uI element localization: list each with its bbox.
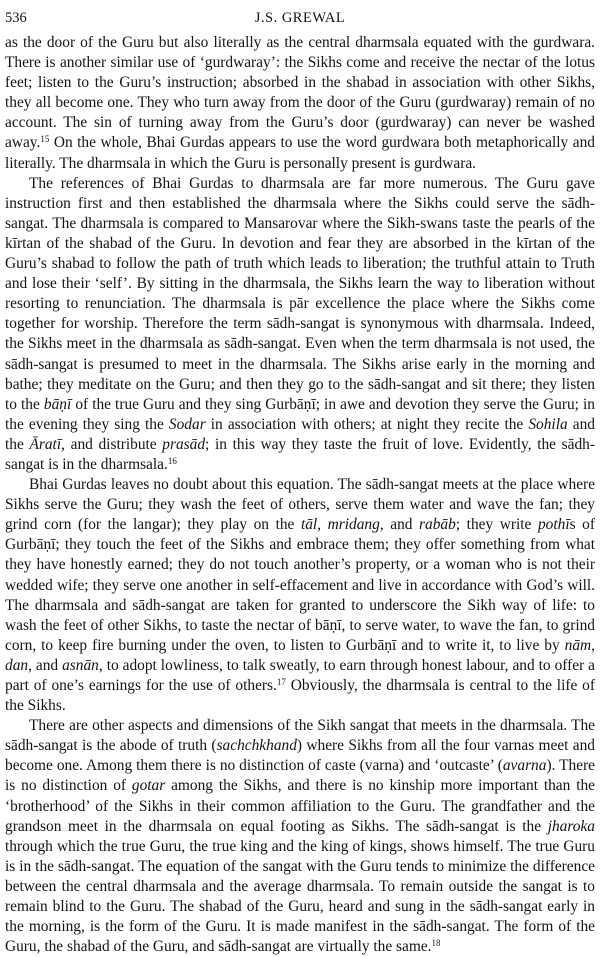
text-run: of the true Guru and they sing Gurbāṇī; in awe and devotion they serve the Guru; in the evening they sing the [5,395,595,433]
text-run: as the door of the Guru but also literally as the central dharmsala equated with the gurdwara. There is another similar use of ‘gurdwaray’: the Sikhs come and receive the nectar of the lotus feet; listen to the Guru’s instruction; absorbed in the shabad in association with other Sikhs, they all become one. They who turn away from the door of the Guru (gurdwaray) remain of no account. The sin of turning away from the Guru’s door (gurdwaray) can never be washed away. [5,34,595,152]
italic-term: pothī [537,516,570,534]
text-run: Obviously, the dharmsala is central to the life of the Sikhs. [5,677,595,715]
text-run: , and [28,656,63,674]
italic-term: avarna [502,757,547,775]
text-run: , and [379,516,420,534]
text-run: The references of Bhai Gurdas to dharmsala are far more numerous. The Guru gave instruction first and then established the dharmsala where the Sikhs could serve the sādh-sangat. The dharmsala is compared to Mansarovar where the Sikh-swans taste the pearls of the kīrtan of the shabad of the Guru. In devotion and fear they are absorbed in the kīrtan of the Guru’s shabad to follow the path of truth which leads to liberation; the truthful attain to Truth and lose their ‘self’. By sitting in the dharmsala, the Sikhs learn the way to liberation without resorting to renunciation. The dharmsala is pār excellence the place where the Sikhs come together for worship. Therefore the term sādh-sangat is synonymous with dharmsala. Indeed, the Sikhs meet in the dharmsala as sādh-sangat. Even when the term dharmsala is not used, the sādh-sangat is presumed to meet in the dharmsala. The Sikhs arise early in the morning and bathe; they meditate on the Guru; and then they go to the sādh-sangat and sit there; they listen to the [5,174,595,413]
footnote-ref: 18 [431,938,441,949]
italic-term: Sodar [168,415,206,433]
text-run: ; they write [455,516,538,534]
italic-term: mridang [327,516,380,534]
footnote-ref: 15 [40,134,50,145]
text-run: ; in this way they taste the fruit of love. Evidently, the sādh-sangat is in the dharmsala. [5,435,596,473]
paragraph [5,716,595,957]
text-run: ). There is no distinction of [5,757,595,795]
text-run: Bhai Gurdas leaves no doubt about this equation. The sādh-sangat meets at the place where Sikhs serve the Guru; they wash the feet of others, serve them water and wave the fan; they grind corn (for the langar); they play on the [5,476,595,534]
text-run: in association with others; at night they recite the [205,415,529,433]
italic-term: dan [5,656,29,674]
italic-term: jharoka [547,817,595,835]
italic-term: Sohila [528,415,568,433]
italic-term: nām [564,636,592,654]
italic-term: bāṇī [43,395,72,413]
text-run: s of Gurbāṇī; they touch the feet of the Sikhs and embrace them; they offer something from what they have honestly earned; they do not touch another’s property, or a woman who is not their wedded wife; they serve one another in self-effacement and live in accordance with God’s will. The dharmsala and sādh-sangat are taken for granted to underscore the Sikh way of life: to wash the feet of other Sikhs, to taste the nectar of bāṇī, to serve water, to wave the fan, to grind corn, to keep fire burning under the oven, to listen to Gurbāṇī and to write it, to live by [5,516,595,654]
italic-term: rabāb [419,516,456,534]
running-header [5,3,595,33]
text-run: On the whole, Bhai Gurdas appears to use the word gurdwara both metaphorically and literally. The dharmsala in which the Guru is personally present is gurdwara. [5,134,595,172]
italic-term: gotar [131,777,166,795]
text-run: , and distribute [61,435,163,453]
italic-term: sachchkhand [216,737,297,755]
paragraph [5,174,595,475]
italic-term: asnān [62,656,99,674]
footnote-ref: 17 [276,677,286,687]
text-run: and the [5,415,595,453]
text-run: There are other aspects and dimensions of the Sikh sangat that meets in the dharmsala. The sādh-sangat is the abode of truth ( [5,717,595,755]
body-text [5,33,595,957]
italic-term: Āratī [29,435,62,453]
text-run: through which the true Guru, the true king and the king of kings, shows himself. The true Guru is in the sādh-sangat. The equation of the sangat with the Guru tends to minimize the difference between the central dharmsala and the average dharmsala. To remain outside the sangat is to remain blind to the Guru. The shabad of the Guru, heard and sung in the sādh-sangat early in the morning, is the form of the Guru. It is made manifest in the sādh-sangat. The form of the Guru, the shabad of the Guru, and sādh-sangat are virtually the same. [5,837,595,956]
running-title: J.S. GREWAL [254,10,346,26]
text-run: , to adopt lowliness, to talk sweatly, to earn through honest labour, and to offer a part of one’s earnings for the use of others. [5,656,596,694]
italic-term: prasād [162,435,206,453]
text-run: ) where Sikhs from all the four varnas meet and become one. Among them there is no distinction of caste (varna) and ‘outcaste’ ( [5,737,596,775]
text-run: among the Sikhs, and there is no kinship more important than the ‘brotherhood’ of the Sikhs in their common affiliation to the Guru. The grandfather and the grandson meet in the dharmsala on equal footing as Sikhs. The sādh-sangat is the [5,777,595,835]
text-run: , [317,516,328,534]
text-run: , [591,636,595,654]
page-number: 536 [5,10,27,26]
footnote-ref: 16 [167,455,177,466]
italic-term: tāl [300,516,318,534]
paragraph [5,475,595,716]
paragraph [5,33,595,174]
